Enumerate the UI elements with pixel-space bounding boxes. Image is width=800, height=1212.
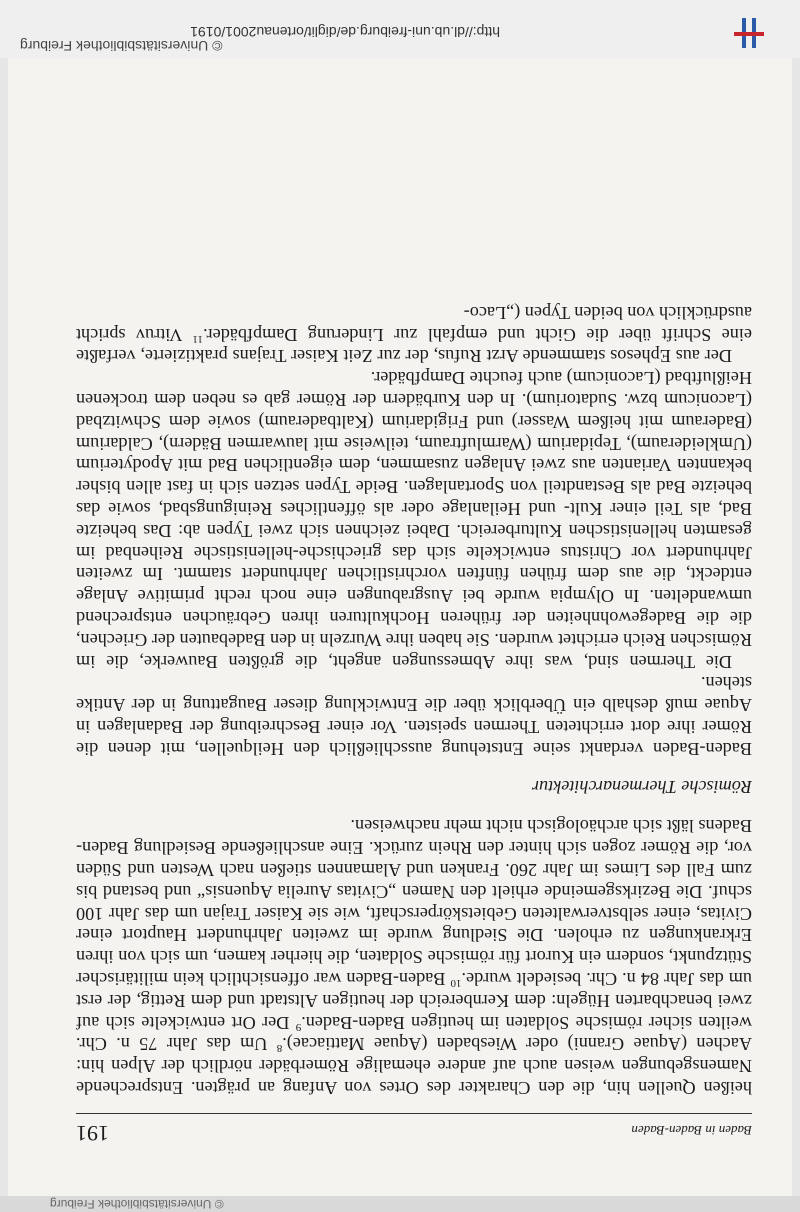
page-body (76, 301, 752, 1098)
paragraph-1-part-c: Der Ort entwickelte sich auf zwei benachbarten Hügeln: dem Kernbereich der heutigen Altstadt und dem Rettig, der erst um das Jahr 84 n. Chr. besiedelt wurde. (76, 969, 752, 1033)
footnote-ref-11: 11 (192, 332, 204, 345)
viewer-bottom-bar (0, 0, 800, 58)
paragraph-1-part-b: Um das Jahr 75 n. Chr. weilten sicher römische Soldaten im heutigen Baden-Baden. (75, 1012, 752, 1055)
paragraph-2: Baden-Baden verdankt seine Entstehung ausschließlich den Heilquellen, mit denen die Römer ihre dort errichteten Thermen speisten. Vor einer Beschreibung der Badanlagen in Aquae muß deshalb ein Überblick über die Entwicklung dieser Baugattung in der Antike stehen. (76, 673, 752, 759)
paragraph-4-part-a: Der aus Ephesos stammende Arzt Rufus, der zur Zeit Kaiser Trajans praktizierte, verfaßte eine Schrift über die Gicht und empfahl zur Linderung Dampfbäder. (76, 324, 752, 367)
footnote-ref-8: 8 (276, 1042, 283, 1055)
paragraph-1-part-d: Baden-Baden war offensichtlich kein militärischer Stützpunkt, sondern ein Kurort für römische Soldaten, die hierher kamen, um sich von ihren Erkrankungen zu erholen. Die Siedlung wurde im zweiten Jahrhundert Hauptort einer Civitas, einer selbstverwalteten Gebietskörperschaft, wie sie Kaiser Trajan um das Jahr 100 schuf. Die Bezirksgemeinde erhielt den Namen „Civitas Aurelia Aquensis“ und bestand bis zum Fall des Limes im Jahr 260. Franken und Alamannen stießen nach Westen und Süden vor, die Römer zogen sich hinter den Rhein zurück. Eine anschließende Besiedlung Baden-Badens läßt sich archäologisch nicht mehr nachweisen. (76, 816, 752, 990)
paragraph-4 (76, 301, 752, 366)
paragraph-3: Die Thermen sind, was ihre Abmessungen angeht, die größten Bauwerke, die im Römischen Reich errichtet wurden. Sie haben ihre Wurzeln in den Badebauten der Griechen, die die Badegewohnheiten der früheren Hochkulturen ihren Gebräuchen entsprechend umwandelten. In Olympia wurde bei Ausgrabungen eine noch recht primitive Anlage entdeckt, die aus dem frühen fünften vorchristlichen Jahrhundert stammt. Im zweiten Jahrhundert vor Christus entwickelte sich das griechische-hellenistische Reihenbad im gesamten hellenistischen Kulturbereich. Dabei zeichnen sich zwei Typen ab: Das beheizte Bad, als Teil einer Kult- und Heilanlage oder als öffentliches Reinigungsbad, sowie das beheizte Bad als Bestandteil von Sportanlagen. Beide Typen setzen sich in fast allen bisher bekannten Varianten aus zwei Anlagen zusammen, dem eigentlichen Bad mit Apodyterium (Umkleideraum), Tepidarium (Warmluftraum, teilweise mit lauwarmen Bädern), Caldarium (Baderaum mit heißem Wasser) und Frigidarium (Kaltbaderaum) sowie dem Schwitzbad (Laconicum bzw. Sudatorium). In den Kurbädern der Römer gab es neben dem trockenen Heißluftbad (Laconicum) auch feuchte Dampfbäder. (76, 368, 752, 672)
university-logo-icon (734, 18, 764, 48)
viewer-top-bar (0, 1196, 800, 1212)
paragraph-4-part-b: Vitruv spricht ausdrücklich von beiden Typen („Laco- (76, 302, 752, 345)
running-head: Baden in Baden-Baden (631, 1123, 752, 1138)
paragraph-1 (76, 815, 752, 1098)
page-header (76, 1113, 752, 1148)
document-url-link[interactable]: http://dl.ub.uni-freiburg.de/diglit/ortenau2001/0191 (190, 24, 500, 40)
book-page (8, 58, 792, 1196)
footnote-ref-9: 9 (295, 1020, 302, 1033)
footnote-ref-10: 10 (450, 977, 462, 990)
copyright-notice-bottom: © Universitätsbibliothek Freiburg (20, 38, 223, 54)
paragraph-1-part-a: heißen Quellen hin, die den Charakter des Ortes von Anfang an prägten. Entsprechende Namensgebungen weisen auch auf andere ehemalige Römerbäder nördlich der Alpen hin: Aachen (Aquae Granni) oder Wiesbaden (Aquae Mattiacae). (76, 1034, 752, 1098)
page-number: 191 (76, 1121, 109, 1146)
copyright-notice-top: © Universitätsbibliothek Freiburg (50, 1197, 224, 1211)
section-heading: Römische Thermenarchitektur (531, 776, 752, 797)
